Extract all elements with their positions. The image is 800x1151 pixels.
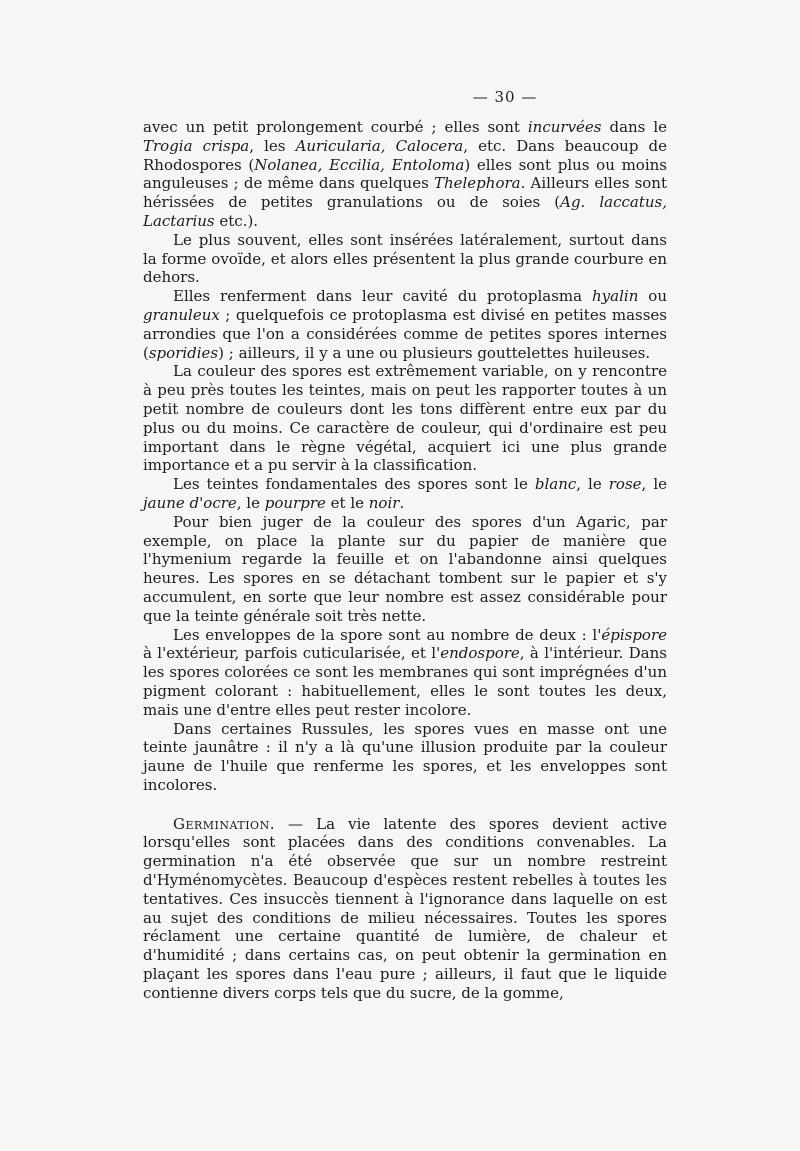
text-run: ou — [638, 287, 667, 306]
paragraph — [143, 118, 667, 231]
text-run: , etc. Dans beaucoup de Rhodospores ( — [143, 136, 667, 174]
paragraph — [143, 720, 667, 795]
text-run: , le — [641, 475, 667, 494]
italic-term: pourpre — [264, 493, 326, 512]
paragraph — [143, 475, 667, 513]
text-run: dans le — [601, 118, 668, 136]
body-text — [143, 118, 667, 1003]
text-run: ) elles sont plus ou moins anguleuses ; de même dans quelques — [143, 155, 667, 193]
section-heading: Germination. — [173, 814, 275, 833]
page-number: — 30 — — [472, 88, 538, 106]
italic-term: incurvées — [527, 118, 602, 136]
italic-term: Trogia crispa — [143, 136, 250, 155]
italic-term: rose — [608, 475, 642, 494]
text-run: Le plus souvent, elles sont insérées latéralement, surtout dans la forme ovoïde, et alors elles présentent la plus grande courbure en dehors. — [143, 230, 667, 287]
text-run: , le — [236, 493, 265, 512]
paragraph — [143, 231, 667, 287]
paragraph — [143, 815, 667, 1003]
text-run: Les enveloppes de la spore sont au nombre de deux : l' — [173, 625, 602, 644]
paragraph — [143, 626, 667, 720]
italic-term: blanc — [534, 475, 577, 494]
text-run: , à l'intérieur. Dans les spores colorées ce sont les membranes qui sont imprégnées d'un pigment colorant : habituellement, elles le sont toutes les deux, mais une d'entre elles peut rester incolore. — [143, 644, 667, 719]
text-run: Les teintes fondamentales des spores sont le — [173, 475, 535, 494]
italic-term: Nolanea, Eccilia, Entoloma — [254, 155, 465, 174]
italic-term: hyalin — [592, 287, 639, 306]
italic-term: endospore — [440, 644, 520, 663]
italic-term: Ag. laccatus, Lactarius — [143, 193, 667, 230]
paragraph — [143, 362, 667, 475]
italic-term: épispore — [601, 625, 667, 644]
text-run: — La vie latente des spores devient active lorsqu'elles sont placées dans des conditions convenables. La germination n'a été observée que sur un nombre restreint d'Hyménomycètes. Beaucoup d'espèces restent rebelles à toutes les tentatives. Ces insuccès tiennent à l'ignorance dans laquelle on est au sujet des conditions de milieu nécessaires. Toutes les spores réclament une certaine quantité de lumière, de chaleur et d'humidité ; dans certains cas, on peut obtenir la germination en plaçant les spores dans l'eau pure ; ailleurs, il faut que le liquide contienne divers corps tels que du sucre, de la gomme, — [143, 814, 667, 1002]
text-run: Elles renferment dans leur cavité du protoplasma — [173, 287, 593, 306]
text-run: ; quelquefois ce protoplasma est divisé en petites masses arrondies que l'on a considérées comme de petites spores internes ( — [143, 305, 667, 362]
text-run: La couleur des spores est extrêmement variable, on y rencontre à peu près toutes les teintes, mais on peut les rapporter toutes à un petit nombre de couleurs dont les tons diffèrent entre eux par du plus ou du moins. Ce caractère de couleur, qui d'ordinaire est peu important dans le règne végétal, acquiert ici une plus grande importance et a pu servir à la classification. — [143, 362, 667, 475]
italic-term: Thelephora — [433, 174, 521, 193]
text-run: à l'extérieur, parfois cuticularisée, et l' — [143, 644, 441, 663]
text-run: , les — [249, 136, 296, 155]
italic-term: jaune d'ocre — [143, 493, 237, 512]
text-run: etc.). — [214, 211, 259, 230]
text-run: et le — [325, 493, 369, 512]
italic-term: Auricularia, Calocera — [295, 136, 464, 155]
paragraph — [143, 513, 667, 626]
text-run: Pour bien juger de la couleur des spores d'un Agaric, par exemple, on place la plante sur du papier de manière que l'hymenium regarde la feuille et on l'abandonne ainsi quelques heures. Les spores en se détachant tombent sur le papier et s'y accumulent, en sorte que leur nombre est assez considérable pour que la teinte générale soit très nette. — [143, 512, 667, 625]
italic-term: granuleux — [143, 305, 220, 324]
text-run: ) ; ailleurs, il y a une ou plusieurs gouttelettes huileuses. — [218, 343, 651, 362]
italic-term: noir — [368, 493, 400, 512]
paragraph — [143, 287, 667, 362]
text-run: , le — [576, 475, 609, 494]
italic-term: sporidies — [148, 343, 219, 362]
text-run: avec un petit prolongement courbé ; elles sont — [143, 118, 528, 136]
text-run: . Ailleurs elles sont hérissées de petites granulations ou de soies ( — [143, 174, 667, 212]
text-run: Dans certaines Russules, les spores vues en masse ont une teinte jaunâtre : il n'y a là qu'une illusion produite par la couleur jaune de l'huile que renferme les spores, et les enveloppes sont incolores. — [143, 719, 667, 794]
text-run: . — [399, 493, 405, 512]
